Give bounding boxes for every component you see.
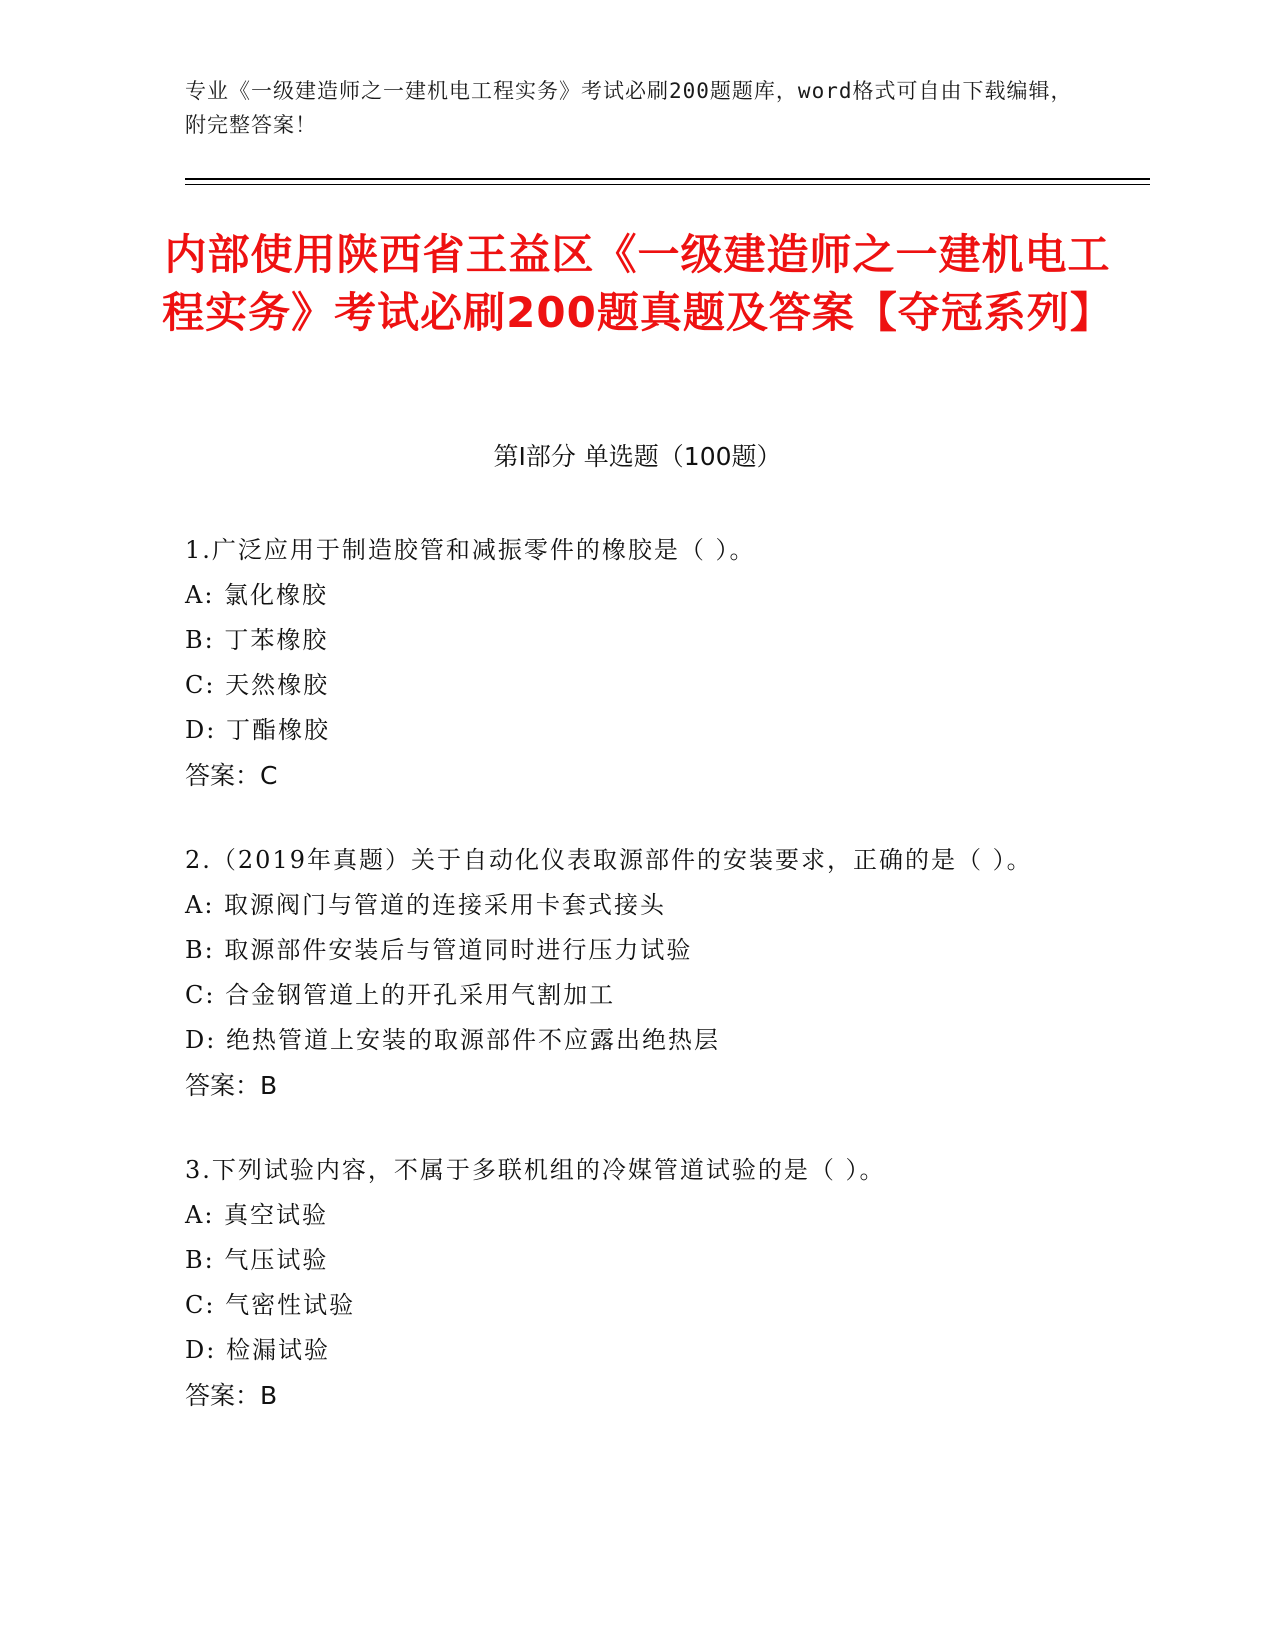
question-item bbox=[185, 528, 1065, 798]
question-stem: 2.（2019年真题）关于自动化仪表取源部件的安装要求，正确的是（ ）。 bbox=[185, 846, 1033, 874]
question-answer: 答案：B bbox=[185, 1381, 278, 1410]
question-option: B: 丁苯橡胶 bbox=[185, 626, 329, 654]
question-option: D: 绝热管道上安装的取源部件不应露出绝热层 bbox=[185, 1026, 720, 1054]
question-option: A: 真空试验 bbox=[185, 1201, 329, 1229]
question-option: C: 气密性试验 bbox=[185, 1291, 356, 1319]
document-title: 内部使用陕西省王益区《一级建造师之一建机电工程实务》考试必刷200题真题及答案【夺冠系列】 bbox=[162, 230, 1113, 337]
header-note: 专业《一级建造师之一建机电工程实务》考试必刷200题题库，word格式可自由下载编辑，附完整答案！ bbox=[185, 79, 1073, 137]
question-stem: 3.下列试验内容，不属于多联机组的冷媒管道试验的是（ ）。 bbox=[185, 1156, 886, 1184]
question-option: C: 天然橡胶 bbox=[185, 671, 330, 699]
question-option: B: 气压试验 bbox=[185, 1246, 329, 1274]
question-answer: 答案：C bbox=[185, 761, 278, 790]
question-option: A: 氯化橡胶 bbox=[185, 581, 329, 609]
header-rule-thick bbox=[185, 178, 1150, 180]
question-option: A: 取源阀门与管道的连接采用卡套式接头 bbox=[185, 891, 667, 919]
question-item bbox=[185, 838, 1065, 1108]
question-list bbox=[185, 528, 1065, 1458]
question-option: D: 检漏试验 bbox=[185, 1336, 330, 1364]
section-title: 第I部分 单选题（100题） bbox=[493, 442, 782, 471]
question-item bbox=[185, 1148, 1065, 1418]
question-option: D: 丁酯橡胶 bbox=[185, 716, 330, 744]
question-stem: 1.广泛应用于制造胶管和减振零件的橡胶是（ ）。 bbox=[185, 536, 756, 564]
question-option: B: 取源部件安装后与管道同时进行压力试验 bbox=[185, 936, 693, 964]
question-answer: 答案：B bbox=[185, 1071, 278, 1100]
header-rule-thin bbox=[185, 184, 1150, 185]
question-option: C: 合金钢管道上的开孔采用气割加工 bbox=[185, 981, 616, 1009]
